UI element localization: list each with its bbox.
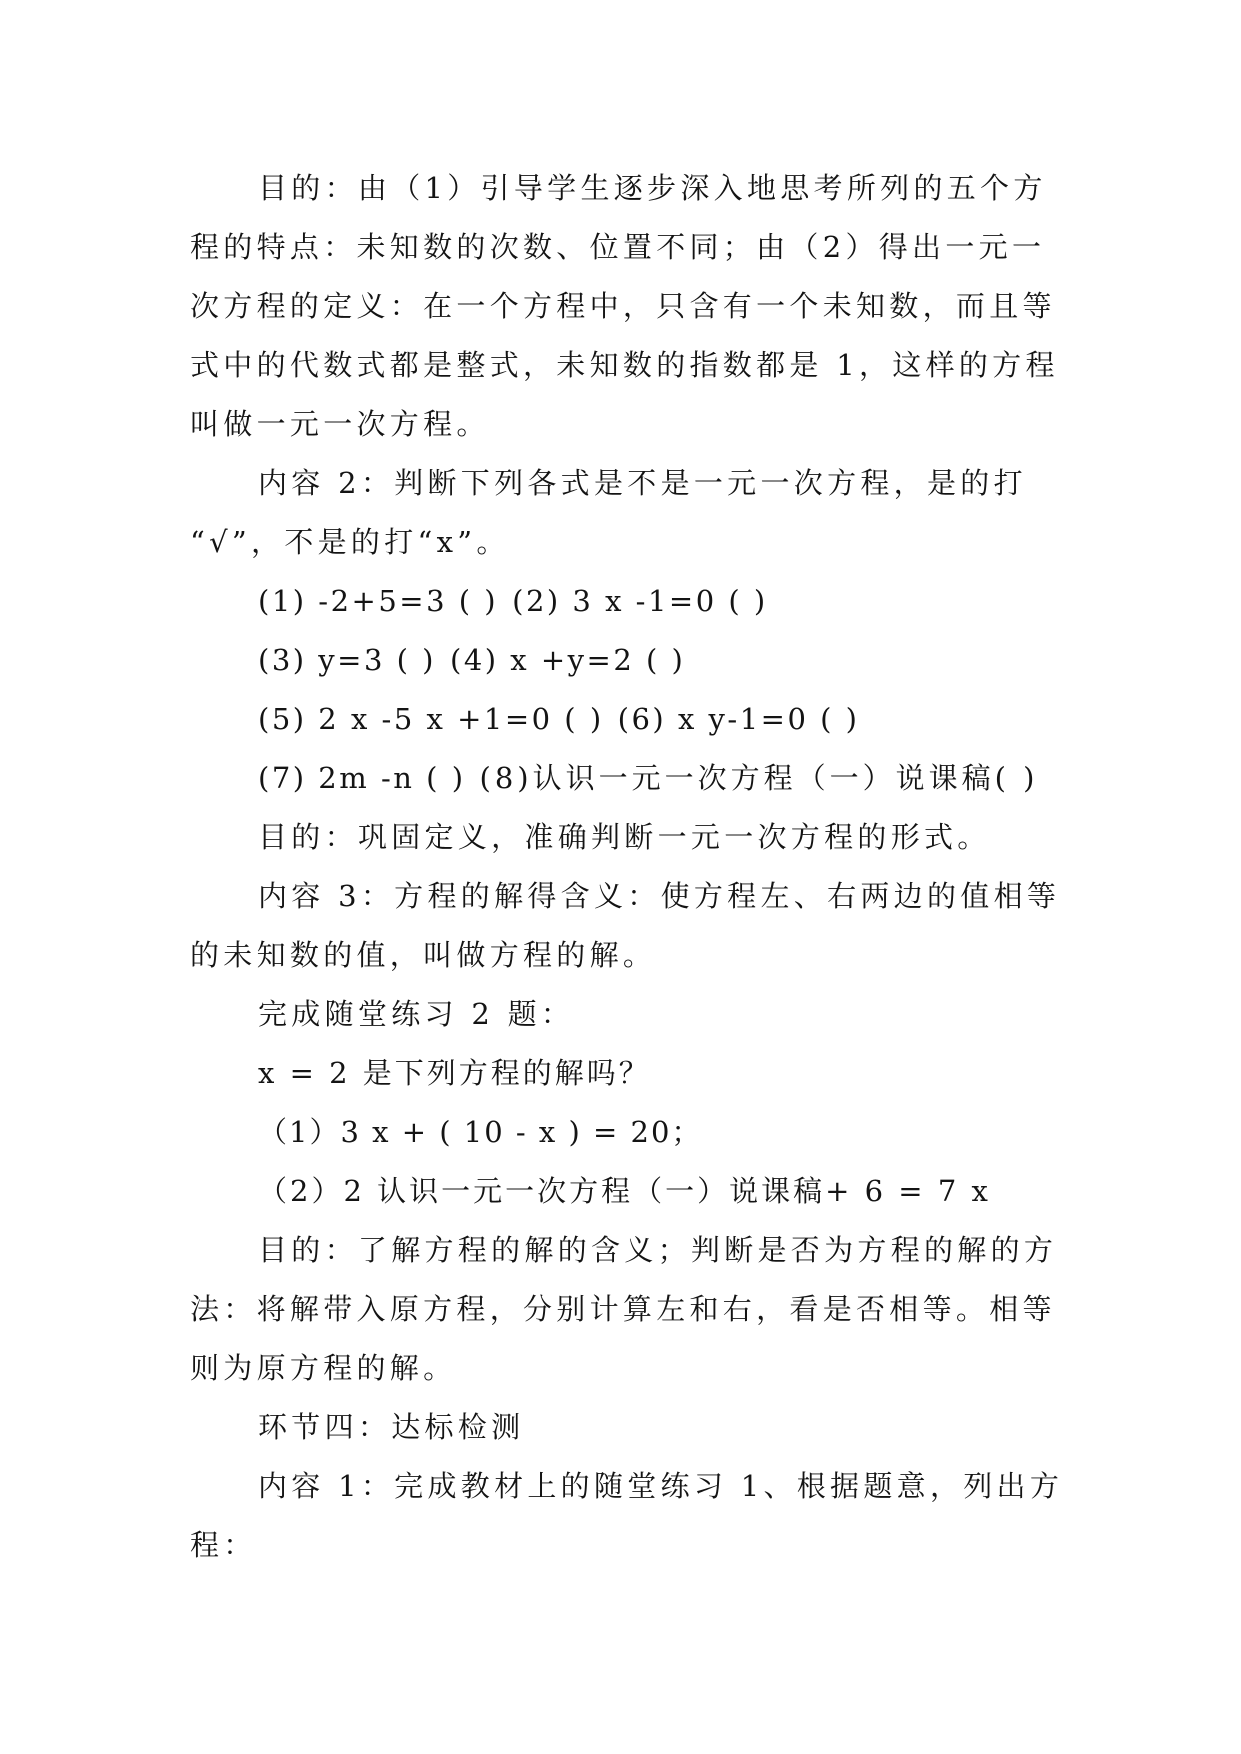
exercise-item: (1) -2+5=3 ( ) [258,584,499,618]
purpose-paragraph-line: 目的：由（1）引导学生逐步深入地思考所列的五个方 [258,171,1047,205]
purpose-paragraph-line: 式中的代数式都是整式，未知数的指数都是 1，这样的方程 [190,348,1059,382]
exercise-item: (8)认识一元一次方程（一）说课稿( ) [479,761,1039,795]
content-2-prompt-line: “√”，不是的打“x”。 [190,525,510,559]
purpose-paragraph-line: 次方程的定义：在一个方程中，只含有一个未知数，而且等 [190,289,1056,323]
equation-line: （2）2 认识一元一次方程（一）说课稿+ 6 = 7 x [258,1174,991,1208]
exercise-title: 完成随堂练习 2 题： [258,997,575,1031]
content-2-prompt-line: 内容 2：判断下列各式是不是一元一次方程，是的打 [258,466,1027,500]
exercise-item: (5) 2 x -5 x +1=0 ( ) [258,702,604,736]
content-3-purpose-line: 目的：了解方程的解的含义；判断是否为方程的解的方 [258,1233,1058,1267]
exercise-row [258,758,1038,798]
exercise-item: (6) x y-1=0 ( ) [617,702,860,736]
content-2-purpose: 目的：巩固定义，准确判断一元一次方程的形式。 [258,820,991,854]
exercise-item: (3) y=3 ( ) [258,643,436,677]
purpose-paragraph-line: 叫做一元一次方程。 [190,407,490,441]
exercise-row [258,640,685,680]
content-3-purpose-line: 则为原方程的解。 [190,1351,457,1385]
content-3-definition-line: 内容 3：方程的解得含义：使方程左、右两边的值相等 [258,879,1061,913]
exercise-item: (4) x +y=2 ( ) [450,643,686,677]
content-3-purpose-line: 法：将解带入原方程，分别计算左和右，看是否相等。相等 [190,1292,1056,1326]
section-heading: 环节四：达标检测 [258,1410,525,1444]
exercise-row [258,581,768,621]
content-3-definition-line: 的未知数的值，叫做方程的解。 [190,938,657,972]
exercise-item: (7) 2m -n ( ) [258,761,466,795]
equation-line: （1）3 x + ( 10 - x ) = 20； [258,1115,703,1149]
purpose-paragraph-line: 程的特点：未知数的次数、位置不同；由（2）得出一元一 [190,230,1046,264]
section-4-content-line: 程： [190,1528,257,1562]
section-4-content-line: 内容 1：完成教材上的随堂练习 1、根据题意，列出方 [258,1469,1064,1503]
exercise-question: x = 2 是下列方程的解吗？ [258,1056,651,1090]
exercise-row [258,699,859,739]
exercise-item: (2) 3 x -1=0 ( ) [512,584,768,618]
